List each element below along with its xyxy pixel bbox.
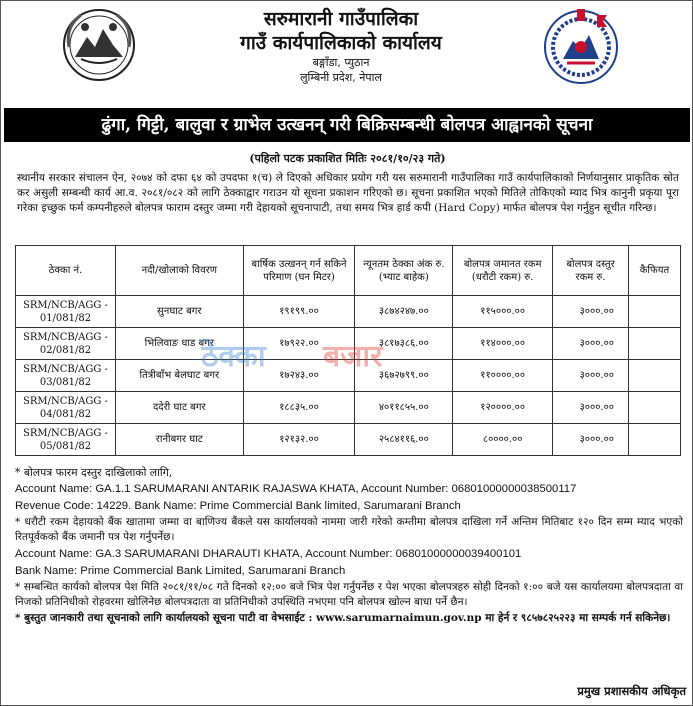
cell-remarks — [629, 328, 681, 360]
cell-fee: ३०००.०० — [553, 424, 629, 456]
cell-fee: ३०००.०० — [553, 392, 629, 424]
org-name: सरुमारानी गाउँपालिका — [263, 8, 419, 30]
fee-account-line: Account Name: GA.1.1 SARUMARANI ANTARIK RAJASWA KHATA, Account Number: 06801000000038500117 — [15, 483, 577, 495]
cell-remarks — [629, 392, 681, 424]
address-line-1: बङ्गाँडा, प्युठान — [312, 56, 370, 69]
publication-date: (पहिलो पटक प्रकाशित मितिः २०८१/१०/२३ गते) — [249, 152, 446, 165]
cell-river: सुनघाट बगर — [115, 296, 243, 328]
col-remarks: कैफियत — [629, 246, 681, 296]
cell-river: तित्रीबाँभ बेलघाट बगर — [115, 360, 243, 392]
cell-contract-no: SRM/NCB/AGG - 05/081/82 — [16, 424, 116, 456]
cell-security: ११००००.०० — [453, 360, 553, 392]
col-quantity: बार्षिक उत्खनन् गर्न सकिने परिमाण (घन मिटर) — [243, 246, 355, 296]
cell-security: ११५०००.०० — [453, 296, 553, 328]
deposit-bank-line: Bank Name: Prime Commercial Bank Limited, Sarumarani Branch — [15, 565, 346, 577]
address-line-2: लुम्बिनी प्रदेश, नेपाल — [300, 71, 382, 84]
cell-fee: ३०००.०० — [553, 296, 629, 328]
office-name: गाउँ कार्यपालिकाको कार्यालय — [240, 32, 442, 54]
signature-title: प्रमुख प्रशासकीय अधिकृत — [577, 684, 686, 698]
cell-contract-no: SRM/NCB/AGG - 04/081/82 — [16, 392, 116, 424]
cell-remarks — [629, 296, 681, 328]
cell-min-amount: ३६७२७९९.०० — [355, 360, 453, 392]
submission-note: * सम्बन्धित कार्यको बोलपत्र पेश मिति २०८१/११/०८ गते दिनको १२:०० बजे भित्र पेश गर्नुपर्नेछ र पेश भएका बोलपत्रहरु सोही दिनको १:०० बजे यस कार्यालयमा बोलपत्रदाता वा निजको प्रतिनिधीको रोहवरमा खोलिनेछ बोलपत्रदाता वा प्रतिनिधीको उपस्थिति नभएमा पनि बोलपत्र खोल्न बाधा पर्ने छैन। — [15, 581, 683, 608]
watermark-text-1: ठेक्का — [201, 339, 266, 374]
cell-fee: ३०००.०० — [553, 360, 629, 392]
col-fee: बोलपत्र दस्तुर रकम रु. — [553, 246, 629, 296]
table-row — [16, 296, 681, 328]
table-row — [16, 328, 681, 360]
cell-min-amount: ३८१७३८६.०० — [355, 328, 453, 360]
cell-river: भिलिवाङ धाड बगर — [115, 328, 243, 360]
cell-fee: ३०००.०० — [553, 328, 629, 360]
cell-contract-no: SRM/NCB/AGG - 01/081/82 — [16, 296, 116, 328]
col-river: नदी/खोलाको विवरण — [115, 246, 243, 296]
table-row — [16, 392, 681, 424]
contact-note: * बुस्तुत जानकारी तथा सूचनाको लागि कार्यालयको सूचना पाटी वा वेभसाईट : www.sarumarnaimun.gov.np मा हेर्न र ९८५७८२५२२३ मा सम्पर्क गर्न सकिनेछ। — [15, 612, 671, 624]
cell-quantity: १८८३५.०० — [243, 392, 355, 424]
cell-contract-no: SRM/NCB/AGG - 02/081/82 — [16, 328, 116, 360]
cell-quantity: १९१९९.०० — [243, 296, 355, 328]
cell-min-amount: २५८४११६.०० — [355, 424, 453, 456]
cell-min-amount: ३८७४२४७.०० — [355, 296, 453, 328]
watermark-text-2: बजार — [323, 339, 383, 374]
notes-section — [15, 464, 683, 626]
col-min-amount: न्यूनतम ठेक्का अंक रु. (भ्याट बाहेक) — [355, 246, 453, 296]
cell-quantity: १२१३२.०० — [243, 424, 355, 456]
cell-river: ददेरी घाट बगर — [115, 392, 243, 424]
cell-remarks — [629, 424, 681, 456]
cell-quantity: १७९२२.०० — [243, 328, 355, 360]
cell-contract-no: SRM/NCB/AGG - 03/081/82 — [16, 360, 116, 392]
cell-quantity: १७२४३.०० — [243, 360, 355, 392]
deposit-account-line: Account Name: GA.3 SARUMARANI DHARAUTI KHATA, Account Number: 06801000000039400101 — [15, 548, 522, 560]
bid-table — [15, 245, 681, 456]
letterhead — [1, 1, 693, 105]
cell-security: १२००००.०० — [453, 392, 553, 424]
fee-bank-line: Revenue Code: 14229. Bank Name: Prime Commercial Bank limited, Sarumarani Branch — [15, 500, 461, 512]
cell-security: ११४०००.०० — [453, 328, 553, 360]
cell-remarks — [629, 360, 681, 392]
deposit-note: * धरौटी रकम देहायको बैंक खातामा जम्मा वा बाणिज्य बैंकले यस कार्यालयको नाममा जारी गरेको कम्तीमा बोलपत्र दाखिला गर्ने अन्तिम मितिबाट १२० दिन सम्म म्याद भएको रितपूर्वकको बैंक जमानी पत्र पेश गर्नुपर्नेछ। — [15, 516, 683, 543]
cell-min-amount: ४०११८५५.०० — [355, 392, 453, 424]
fee-note: * बोलपत्र फारम दस्तुर दाखिलाको लागि, — [15, 466, 173, 479]
table-row — [16, 424, 681, 456]
cell-river: रानीबगर घाट — [115, 424, 243, 456]
notice-title-banner: ढुंगा, गिट्टी, बालुवा र ग्राभेल उत्खनन् गरी बिक्रिसम्बन्धी बोलपत्र आह्वानको सूचना — [4, 108, 690, 142]
table-header-row — [16, 246, 681, 296]
municipality-logo-icon — [541, 5, 621, 87]
col-security: बोलपत्र जमानत रकम (धरौटी रकम) रु. — [453, 246, 553, 296]
intro-paragraph: स्थानीय सरकार संचालन ऐन, २०७४ को दफा ६४ को उपदफा १(च) ले दिएको अधिकार प्रयोग गरी यस सरुमारानी गाउँपालिका गाउँ कार्यपालिकाको निर्णयानुसार प्राकृतिक स्रोत कर असुली सम्बन्धी कार्य आ.व. २०८१/०८२ को लागि ठेक्काद्वार गराउन यो सूचना प्रकाशन गरिएको छ। सूचना प्रकाशित भएको मितिले तोकिएको म्याद भित्र कानुनी प्रकृया पूरा गरेका इच्छुक फर्म कम्पनीहरुले बोलपत्र फाराम दस्तुर जम्मा गरी देहायको सूचनापाटी, तथा समय भित्र हार्ड कपी (Hard Copy) मार्फत बोलपत्र पेश गर्नुहुन सूचीत गरिन्छ। — [17, 172, 679, 214]
col-contract-no: ठेक्का नं. — [16, 246, 116, 296]
nepal-government-emblem-icon — [61, 7, 137, 83]
table-row — [16, 360, 681, 392]
cell-security: ८००००.०० — [453, 424, 553, 456]
